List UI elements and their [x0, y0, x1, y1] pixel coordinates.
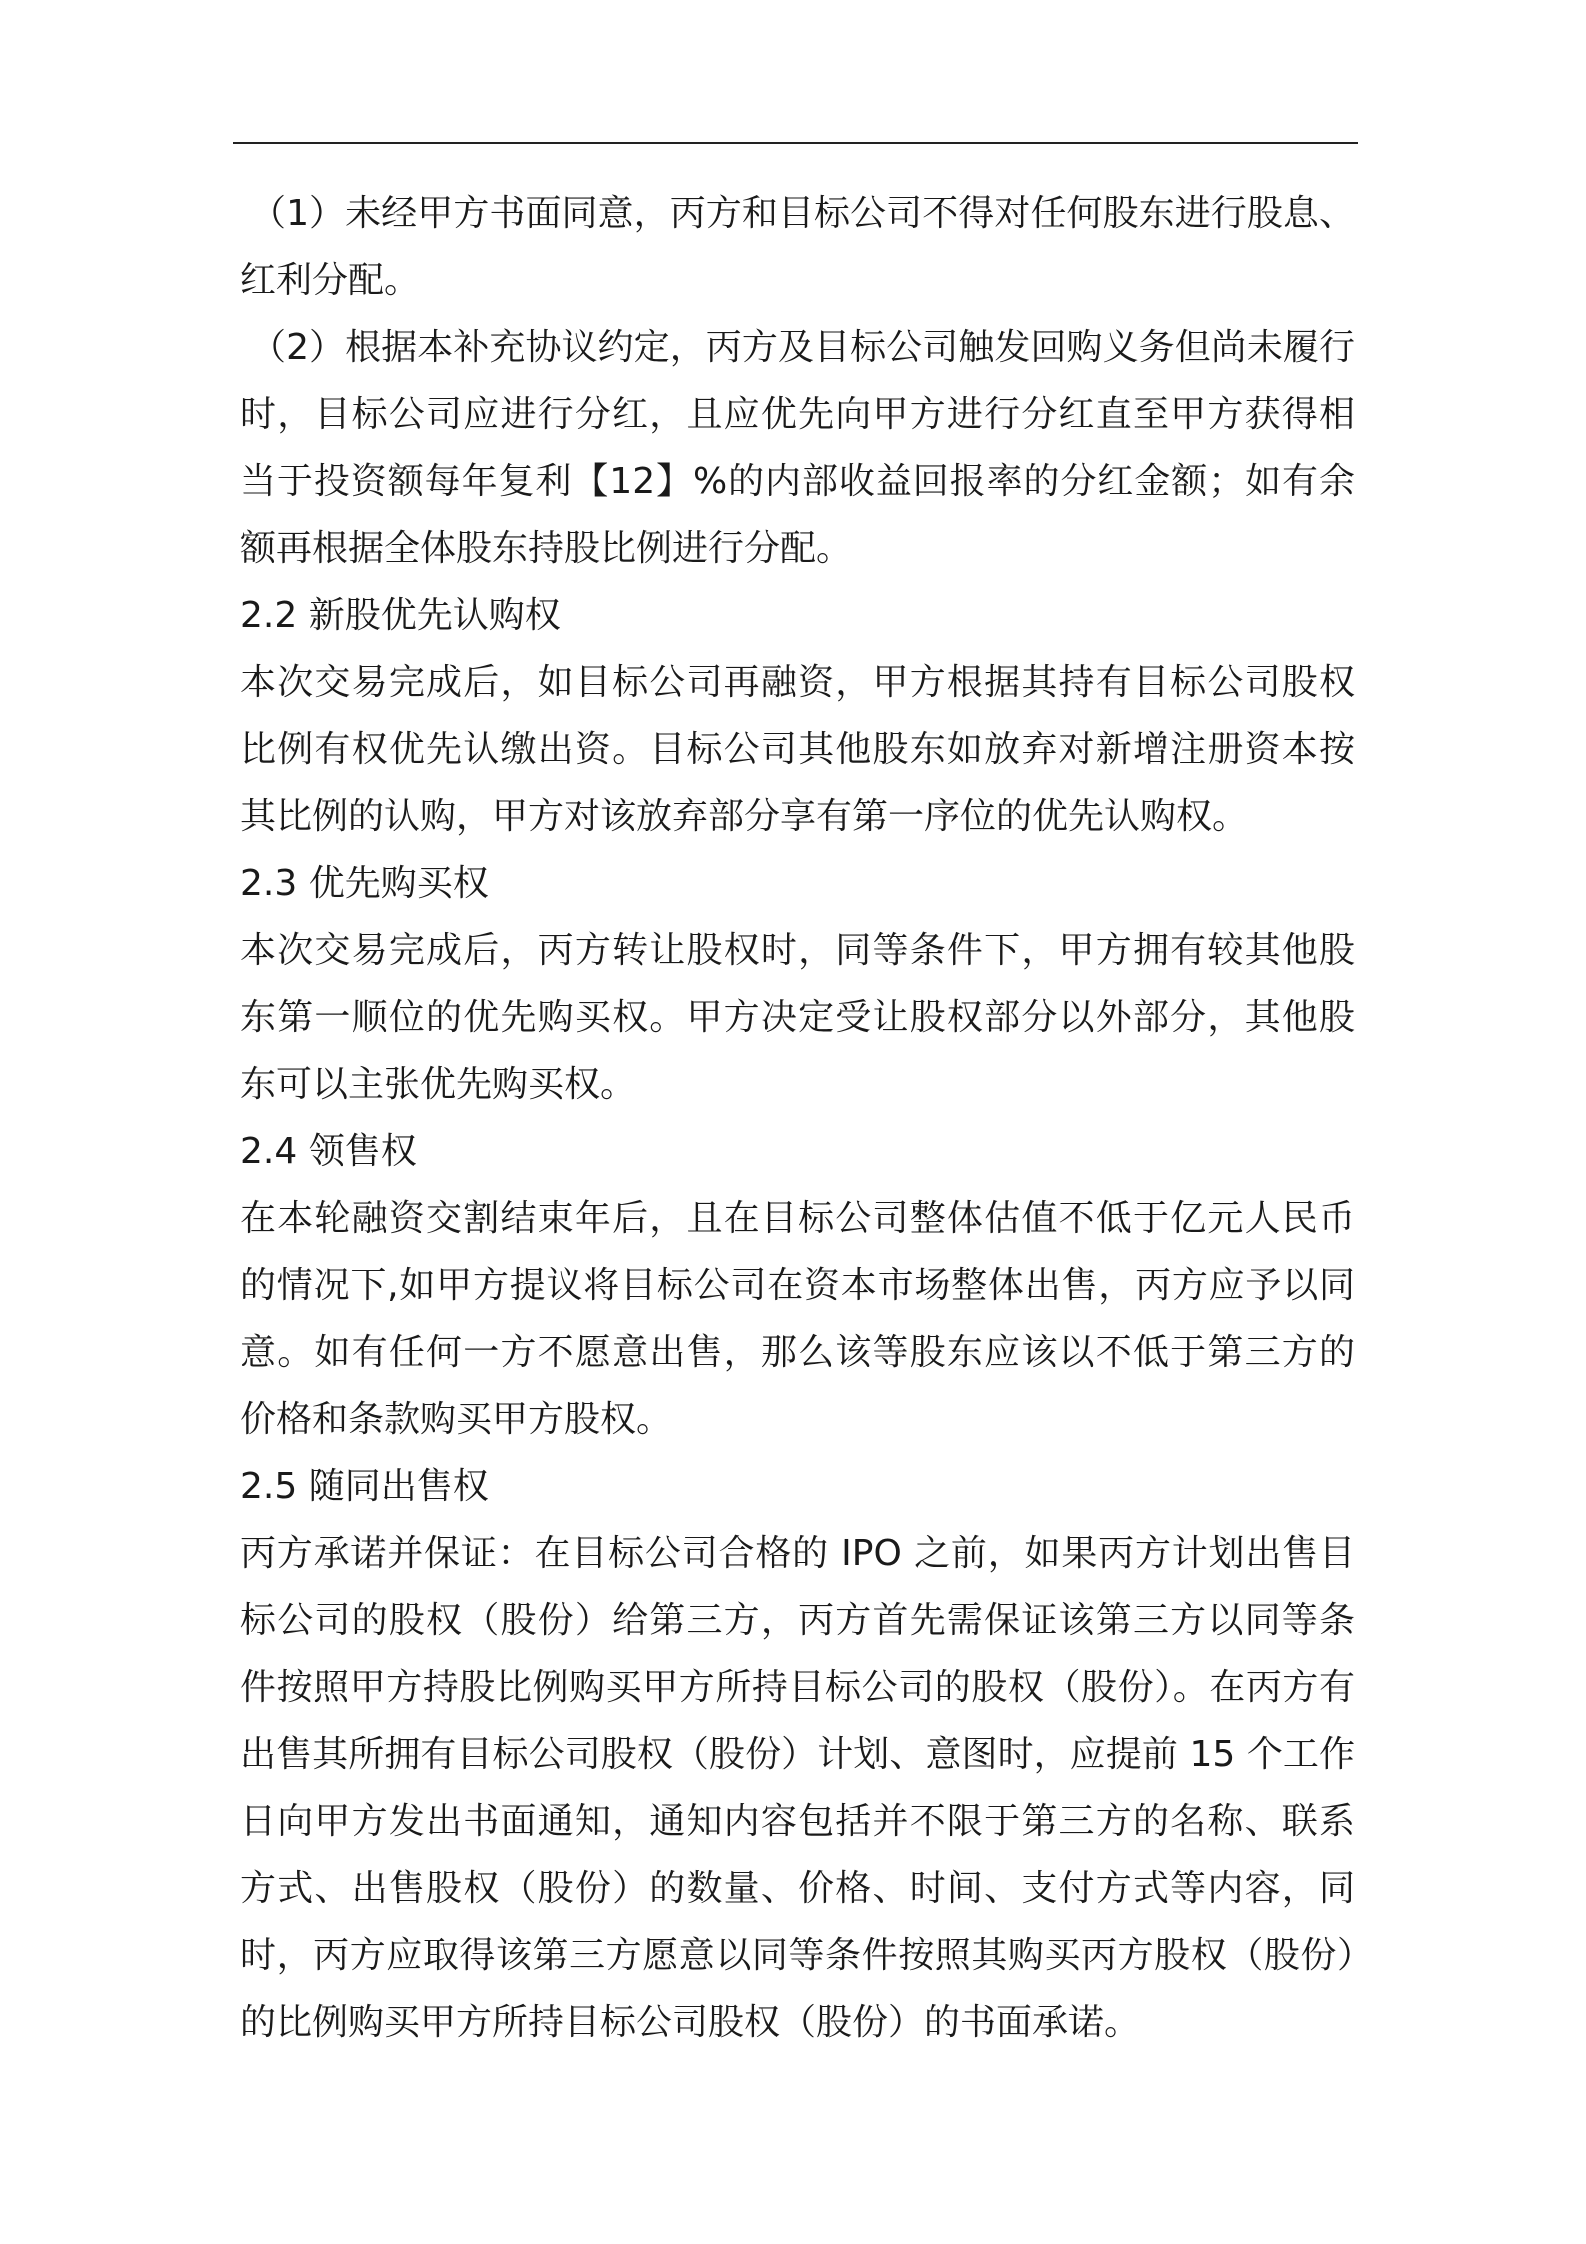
section-body-2-4: 在本轮融资交割结束年后，且在目标公司整体估值不低于亿元人民币的情况下,如甲方提议将目标公司在资本市场整体出售，丙方应予以同意。如有任何一方不愿意出售，那么该等股东应该以不低于第三方的价格和条款购买甲方股权。: [240, 1198, 1355, 1440]
section-body-2-2: 本次交易完成后，如目标公司再融资，甲方根据其持有目标公司股权比例有权优先认缴出资。目标公司其他股东如放弃对新增注册资本按其比例的认购，甲方对该放弃部分享有第一序位的优先认购权。: [240, 662, 1355, 837]
document-body: [240, 180, 1355, 2056]
section-body-2-3: 本次交易完成后，丙方转让股权时，同等条件下，甲方拥有较其他股东第一顺位的优先购买权。甲方决定受让股权部分以外部分，其他股东可以主张优先购买权。: [240, 930, 1355, 1105]
header-rule: [233, 142, 1358, 144]
section-heading-2-5: 2.5 随同出售权: [240, 1466, 489, 1507]
section-heading-2-4: 2.4 领售权: [240, 1131, 417, 1172]
section-body-2-5: 丙方承诺并保证：在目标公司合格的 IPO 之前，如果丙方计划出售目标公司的股权（股份）给第三方，丙方首先需保证该第三方以同等条件按照甲方持股比例购买甲方所持目标公司的股权（股份）。在丙方有出售其所拥有目标公司股权（股份）计划、意图时，应提前 15 个工作日向甲方发出书面通知，通知内容包括并不限于第三方的名称、联系方式、出售股权（股份）的数量、价格、时间、支付方式等内容，同时，丙方应取得该第三方愿意以同等条件按照其购买丙方股权（股份）的比例购买甲方所持目标公司股权（股份）的书面承诺。: [240, 1533, 1355, 2043]
clause-1-paragraph: （1）未经甲方书面同意，丙方和目标公司不得对任何股东进行股息、红利分配。: [240, 193, 1355, 301]
section-heading-2-3: 2.3 优先购买权: [240, 863, 489, 904]
clause-2-paragraph: （2）根据本补充协议约定，丙方及目标公司触发回购义务但尚未履行时，目标公司应进行分红，且应优先向甲方进行分红直至甲方获得相当于投资额每年复利【12】%的内部收益回报率的分红金额；如有余额再根据全体股东持股比例进行分配。: [240, 327, 1355, 569]
section-heading-2-2: 2.2 新股优先认购权: [240, 595, 561, 636]
